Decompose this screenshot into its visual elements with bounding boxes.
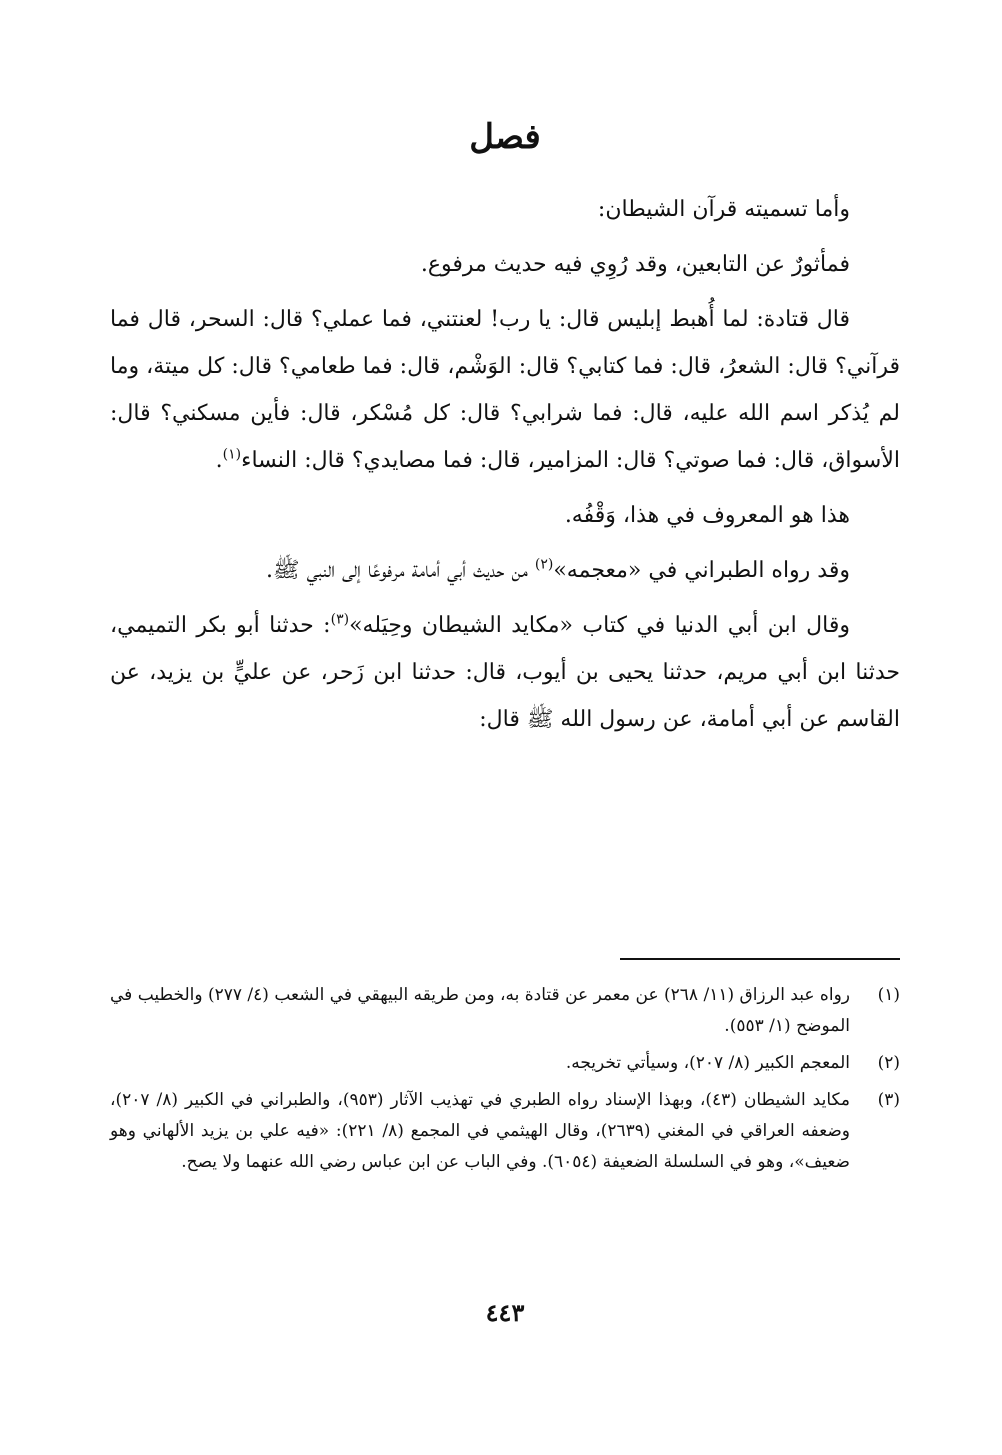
footnote-divider (620, 958, 900, 960)
footnote-2 (110, 1048, 900, 1079)
footnotes (110, 980, 900, 1184)
footnote-text: مكايد الشيطان (٤٣)، وبهذا الإسناد رواه الطبري في تهذيب الآثار (٩٥٣)، والطبراني في الكبير (٨/ ٢٠٧)، وضعفه العراقي في المغني (٢٦٣٩)، وقال الهيثمي في المجمع (٨/ ٢٢١): «فيه علي بن يزيد الألهاني وهو ضعيف»، وهو في السلسلة الضعيفة (٦٠٥٤). وفي الباب عن ابن عباس رضي الله عنهما ولا يصح. (110, 1090, 850, 1172)
paragraph-5-text: وقد رواه الطبراني في «معجمه» (553, 558, 850, 583)
paragraph-2: فمأثورٌ عن التابعين، وقد رُوِي فيه حديث مرفوع. (420, 252, 850, 277)
paragraph-6 (110, 602, 900, 743)
paragraph-6-text: وقال ابن أبي الدنيا في كتاب «مكايد الشيطان وحِيَله» (349, 613, 850, 638)
footnote-number: (١) (877, 985, 900, 1005)
page-number: ٤٤٣ (485, 1298, 525, 1327)
paragraph-3-end: . (215, 448, 223, 473)
paragraph-3-text: قال قتادة: لما أُهبط إبليس قال: يا رب! لعنتني، فما عملي؟ قال: السحر، قال فما قرآني؟ قال: الشعرُ، قال: فما كتابي؟ قال: الوَشْم، قال: فما طعامي؟ قال: كل ميتة، وما لم يُذكر اسم الله عليه، قال: فما شرابي؟ قال: كل مُسْكر، قال: فأين مسكني؟ قال: الأسواق، قال: فما صوتي؟ قال: المزامير، قال: فما مصايدي؟ قال: النساء (110, 307, 900, 473)
footnote-text: رواه عبد الرزاق (١١/ ٢٦٨) عن معمر عن قتادة به، ومن طريقه البيهقي في الشعب (٤/ ٢٧٧) والخطيب في الموضح (١/ ٥٥٣). (110, 985, 850, 1036)
footnote-ref-1: (١) (222, 446, 242, 463)
footnote-ref-2: (٢) (534, 556, 554, 573)
footnote-1 (110, 980, 900, 1042)
paragraph-1: وأما تسميته قرآن الشيطان: (597, 197, 850, 222)
footnote-number: (٣) (877, 1090, 900, 1110)
paragraph-6-rest: : حدثنا أبو بكر التميمي، حدثنا ابن أبي مريم، حدثنا يحيى بن أيوب، قال: حدثنا ابن زَحر، عن عليٍّ بن يزيد، عن القاسم عن أبي أمامة، عن رسول الله ﷺ قال: (110, 613, 900, 732)
footnote-text: المعجم الكبير (٨/ ٢٠٧)، وسيأتي تخريجه. (565, 1053, 850, 1073)
section-title: فصل (469, 117, 541, 157)
paragraph-5-rest: من حديث أبي أمامة مرفوعًا إلى النبي ﷺ. (266, 558, 535, 583)
footnote-3 (110, 1085, 900, 1178)
paragraph-5 (110, 547, 900, 594)
main-text (110, 186, 900, 751)
paragraph-3 (110, 296, 900, 484)
footnote-ref-3: (٣) (330, 611, 350, 628)
paragraph-4: هذا هو المعروف في هذا، وَقْفُه. (564, 503, 850, 528)
book-page (110, 0, 900, 1455)
footnote-number: (٢) (877, 1053, 900, 1073)
